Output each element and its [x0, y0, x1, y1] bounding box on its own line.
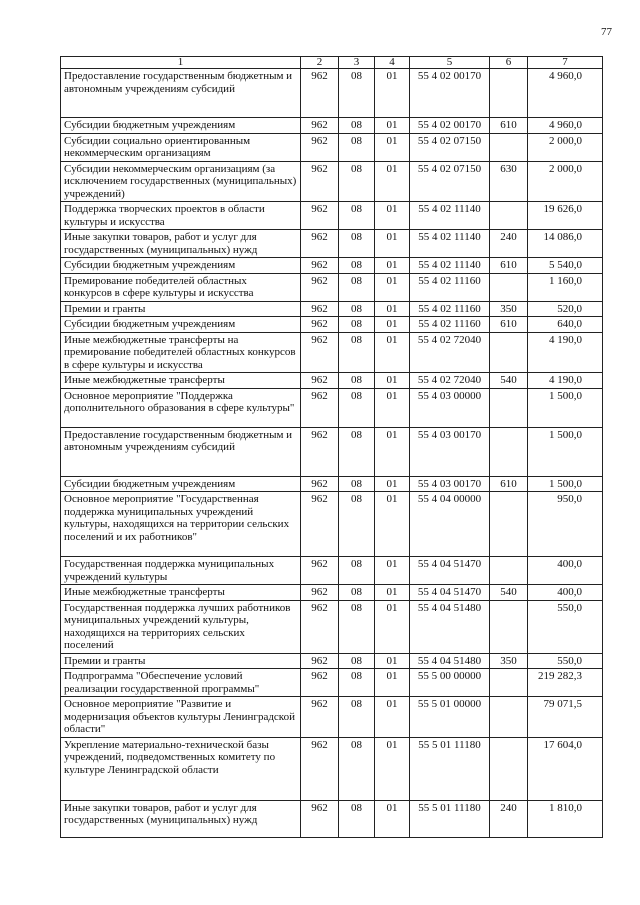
- row-name-cell: Субсидии бюджетным учреждениям: [61, 476, 301, 492]
- row-expense-type-cell: [490, 669, 528, 697]
- row-ved-cell: 962: [301, 476, 339, 492]
- row-name-cell: Субсидии социально ориентированным некоммерческим организациям: [61, 133, 301, 161]
- row-target-article-cell: 55 4 02 00170: [410, 118, 490, 134]
- table-row: [61, 161, 603, 202]
- row-ved-cell: 962: [301, 373, 339, 389]
- row-name-cell: Иные закупки товаров, работ и услуг для государственных (муниципальных) нужд: [61, 230, 301, 258]
- row-ved-cell: 962: [301, 133, 339, 161]
- table-row: [61, 373, 603, 389]
- row-amount-cell: 1 500,0: [528, 388, 603, 427]
- column-header: 7: [528, 57, 603, 69]
- column-header: 6: [490, 57, 528, 69]
- row-ved-cell: 962: [301, 69, 339, 118]
- table-row: [61, 737, 603, 800]
- row-name-cell: Основное мероприятие "Поддержка дополнительного образования в сфере культуры": [61, 388, 301, 427]
- row-ved-cell: 962: [301, 161, 339, 202]
- row-section-cell: 08: [339, 69, 375, 118]
- row-section-cell: 08: [339, 258, 375, 274]
- row-amount-cell: 550,0: [528, 600, 603, 653]
- row-section-cell: 08: [339, 492, 375, 557]
- row-amount-cell: 950,0: [528, 492, 603, 557]
- row-ved-cell: 962: [301, 557, 339, 585]
- row-target-article-cell: 55 4 02 11140: [410, 230, 490, 258]
- row-subsection-cell: 01: [375, 669, 410, 697]
- budget-table: [60, 56, 603, 838]
- row-section-cell: 08: [339, 202, 375, 230]
- row-section-cell: 08: [339, 118, 375, 134]
- row-expense-type-cell: [490, 332, 528, 373]
- row-target-article-cell: 55 5 01 11180: [410, 800, 490, 837]
- row-amount-cell: 640,0: [528, 317, 603, 333]
- row-section-cell: 08: [339, 737, 375, 800]
- row-amount-cell: 1 500,0: [528, 427, 603, 476]
- row-target-article-cell: 55 4 03 00170: [410, 476, 490, 492]
- row-section-cell: 08: [339, 317, 375, 333]
- row-section-cell: 08: [339, 697, 375, 738]
- row-subsection-cell: 01: [375, 332, 410, 373]
- row-subsection-cell: 01: [375, 585, 410, 601]
- table-row: [61, 273, 603, 301]
- row-ved-cell: 962: [301, 737, 339, 800]
- row-target-article-cell: 55 4 04 51480: [410, 600, 490, 653]
- row-target-article-cell: 55 4 02 11160: [410, 317, 490, 333]
- row-section-cell: 08: [339, 557, 375, 585]
- column-header: 4: [375, 57, 410, 69]
- row-amount-cell: 5 540,0: [528, 258, 603, 274]
- row-subsection-cell: 01: [375, 653, 410, 669]
- row-ved-cell: 962: [301, 273, 339, 301]
- row-target-article-cell: 55 4 02 11140: [410, 202, 490, 230]
- row-amount-cell: 4 190,0: [528, 373, 603, 389]
- row-name-cell: Предоставление государственным бюджетным и автономным учреждениям субсидий: [61, 69, 301, 118]
- column-header: 1: [61, 57, 301, 69]
- column-header: 2: [301, 57, 339, 69]
- row-amount-cell: 1 160,0: [528, 273, 603, 301]
- row-ved-cell: 962: [301, 332, 339, 373]
- row-section-cell: 08: [339, 133, 375, 161]
- row-subsection-cell: 01: [375, 373, 410, 389]
- row-ved-cell: 962: [301, 427, 339, 476]
- row-expense-type-cell: 350: [490, 653, 528, 669]
- row-section-cell: 08: [339, 301, 375, 317]
- table-row: [61, 230, 603, 258]
- table-row: [61, 492, 603, 557]
- row-name-cell: Иные закупки товаров, работ и услуг для государственных (муниципальных) нужд: [61, 800, 301, 837]
- row-name-cell: Премии и гранты: [61, 301, 301, 317]
- row-expense-type-cell: [490, 273, 528, 301]
- row-amount-cell: 400,0: [528, 585, 603, 601]
- page-number: 77: [601, 26, 612, 38]
- row-amount-cell: 4 190,0: [528, 332, 603, 373]
- row-subsection-cell: 01: [375, 133, 410, 161]
- row-name-cell: Субсидии бюджетным учреждениям: [61, 317, 301, 333]
- row-name-cell: Государственная поддержка лучших работников муниципальных учреждений культуры, находящихся на территориях сельских поселений: [61, 600, 301, 653]
- row-ved-cell: 962: [301, 492, 339, 557]
- row-target-article-cell: 55 5 01 11180: [410, 737, 490, 800]
- table-row: [61, 202, 603, 230]
- row-name-cell: Иные межбюджетные трансферты: [61, 585, 301, 601]
- row-name-cell: Иные межбюджетные трансферты: [61, 373, 301, 389]
- row-expense-type-cell: 540: [490, 373, 528, 389]
- row-section-cell: 08: [339, 332, 375, 373]
- column-header: 3: [339, 57, 375, 69]
- row-expense-type-cell: 610: [490, 317, 528, 333]
- row-target-article-cell: 55 4 02 00170: [410, 69, 490, 118]
- row-ved-cell: 962: [301, 317, 339, 333]
- row-expense-type-cell: 630: [490, 161, 528, 202]
- table-row: [61, 258, 603, 274]
- row-subsection-cell: 01: [375, 258, 410, 274]
- row-target-article-cell: 55 4 02 11140: [410, 258, 490, 274]
- row-section-cell: 08: [339, 373, 375, 389]
- row-name-cell: Субсидии бюджетным учреждениям: [61, 118, 301, 134]
- row-subsection-cell: 01: [375, 69, 410, 118]
- row-subsection-cell: 01: [375, 230, 410, 258]
- row-ved-cell: 962: [301, 600, 339, 653]
- row-amount-cell: 14 086,0: [528, 230, 603, 258]
- row-expense-type-cell: [490, 697, 528, 738]
- row-name-cell: Основное мероприятие "Развитие и модернизация объектов культуры Ленинградской области": [61, 697, 301, 738]
- row-expense-type-cell: [490, 557, 528, 585]
- row-target-article-cell: 55 4 02 07150: [410, 133, 490, 161]
- row-target-article-cell: 55 5 00 00000: [410, 669, 490, 697]
- row-subsection-cell: 01: [375, 800, 410, 837]
- row-amount-cell: 219 282,3: [528, 669, 603, 697]
- row-expense-type-cell: 610: [490, 476, 528, 492]
- row-amount-cell: 2 000,0: [528, 133, 603, 161]
- row-section-cell: 08: [339, 476, 375, 492]
- row-subsection-cell: 01: [375, 202, 410, 230]
- row-ved-cell: 962: [301, 585, 339, 601]
- row-subsection-cell: 01: [375, 557, 410, 585]
- row-target-article-cell: 55 4 04 51470: [410, 557, 490, 585]
- row-target-article-cell: 55 4 04 00000: [410, 492, 490, 557]
- row-subsection-cell: 01: [375, 492, 410, 557]
- row-amount-cell: 1 500,0: [528, 476, 603, 492]
- row-section-cell: 08: [339, 653, 375, 669]
- row-ved-cell: 962: [301, 697, 339, 738]
- row-expense-type-cell: [490, 202, 528, 230]
- row-target-article-cell: 55 4 03 00000: [410, 388, 490, 427]
- table-row: [61, 427, 603, 476]
- column-header: 5: [410, 57, 490, 69]
- row-target-article-cell: 55 4 02 07150: [410, 161, 490, 202]
- row-section-cell: 08: [339, 388, 375, 427]
- row-subsection-cell: 01: [375, 118, 410, 134]
- row-name-cell: Укрепление материально-технической базы учреждений, подведомственных комитету по культуре Ленинградской области: [61, 737, 301, 800]
- table-row: [61, 133, 603, 161]
- row-section-cell: 08: [339, 600, 375, 653]
- table-row: [61, 332, 603, 373]
- table-row: [61, 800, 603, 837]
- row-target-article-cell: 55 4 02 72040: [410, 373, 490, 389]
- row-name-cell: Премии и гранты: [61, 653, 301, 669]
- row-subsection-cell: 01: [375, 737, 410, 800]
- row-expense-type-cell: [490, 69, 528, 118]
- row-subsection-cell: 01: [375, 161, 410, 202]
- row-expense-type-cell: 610: [490, 118, 528, 134]
- row-subsection-cell: 01: [375, 273, 410, 301]
- row-section-cell: 08: [339, 273, 375, 301]
- table-row: [61, 301, 603, 317]
- row-amount-cell: 4 960,0: [528, 118, 603, 134]
- row-ved-cell: 962: [301, 118, 339, 134]
- row-name-cell: Подпрограмма "Обеспечение условий реализации государственной программы": [61, 669, 301, 697]
- row-ved-cell: 962: [301, 202, 339, 230]
- row-expense-type-cell: [490, 600, 528, 653]
- table-header-row: [61, 57, 603, 69]
- row-subsection-cell: 01: [375, 427, 410, 476]
- row-name-cell: Премирование победителей областных конкурсов в сфере культуры и искусства: [61, 273, 301, 301]
- row-expense-type-cell: [490, 737, 528, 800]
- row-amount-cell: 400,0: [528, 557, 603, 585]
- row-ved-cell: 962: [301, 230, 339, 258]
- row-subsection-cell: 01: [375, 317, 410, 333]
- table-row: [61, 585, 603, 601]
- table-row: [61, 317, 603, 333]
- table-row: [61, 118, 603, 134]
- row-name-cell: Субсидии бюджетным учреждениям: [61, 258, 301, 274]
- row-target-article-cell: 55 4 04 51470: [410, 585, 490, 601]
- table-row: [61, 653, 603, 669]
- row-section-cell: 08: [339, 585, 375, 601]
- row-ved-cell: 962: [301, 669, 339, 697]
- row-target-article-cell: 55 5 01 00000: [410, 697, 490, 738]
- table-row: [61, 557, 603, 585]
- row-name-cell: Основное мероприятие "Государственная поддержка муниципальных учреждений культуры, находящихся на территории сельских поселений и их работников": [61, 492, 301, 557]
- row-section-cell: 08: [339, 800, 375, 837]
- row-expense-type-cell: 350: [490, 301, 528, 317]
- row-section-cell: 08: [339, 427, 375, 476]
- row-name-cell: Субсидии некоммерческим организациям (за исключением государственных (муниципальных) учреждений): [61, 161, 301, 202]
- table-row: [61, 69, 603, 118]
- row-section-cell: 08: [339, 230, 375, 258]
- row-ved-cell: 962: [301, 800, 339, 837]
- row-name-cell: Иные межбюджетные трансферты на премирование победителей областных конкурсов в сфере культуры и искусства: [61, 332, 301, 373]
- row-amount-cell: 4 960,0: [528, 69, 603, 118]
- row-name-cell: Государственная поддержка муниципальных учреждений культуры: [61, 557, 301, 585]
- row-target-article-cell: 55 4 04 51480: [410, 653, 490, 669]
- row-amount-cell: 19 626,0: [528, 202, 603, 230]
- table-row: [61, 669, 603, 697]
- table-row: [61, 600, 603, 653]
- row-ved-cell: 962: [301, 301, 339, 317]
- table-row: [61, 388, 603, 427]
- row-expense-type-cell: 240: [490, 800, 528, 837]
- row-target-article-cell: 55 4 03 00170: [410, 427, 490, 476]
- row-target-article-cell: 55 4 02 72040: [410, 332, 490, 373]
- row-subsection-cell: 01: [375, 697, 410, 738]
- row-section-cell: 08: [339, 161, 375, 202]
- row-target-article-cell: 55 4 02 11160: [410, 301, 490, 317]
- row-target-article-cell: 55 4 02 11160: [410, 273, 490, 301]
- row-ved-cell: 962: [301, 388, 339, 427]
- row-subsection-cell: 01: [375, 476, 410, 492]
- row-name-cell: Поддержка творческих проектов в области культуры и искусства: [61, 202, 301, 230]
- row-section-cell: 08: [339, 669, 375, 697]
- row-expense-type-cell: 240: [490, 230, 528, 258]
- row-ved-cell: 962: [301, 258, 339, 274]
- row-amount-cell: 1 810,0: [528, 800, 603, 837]
- row-amount-cell: 550,0: [528, 653, 603, 669]
- row-subsection-cell: 01: [375, 600, 410, 653]
- row-name-cell: Предоставление государственным бюджетным и автономным учреждениям субсидий: [61, 427, 301, 476]
- row-amount-cell: 79 071,5: [528, 697, 603, 738]
- row-expense-type-cell: 610: [490, 258, 528, 274]
- row-expense-type-cell: 540: [490, 585, 528, 601]
- row-expense-type-cell: [490, 133, 528, 161]
- row-amount-cell: 520,0: [528, 301, 603, 317]
- row-subsection-cell: 01: [375, 301, 410, 317]
- table-row: [61, 476, 603, 492]
- table-row: [61, 697, 603, 738]
- row-amount-cell: 2 000,0: [528, 161, 603, 202]
- row-expense-type-cell: [490, 388, 528, 427]
- row-expense-type-cell: [490, 492, 528, 557]
- row-expense-type-cell: [490, 427, 528, 476]
- row-amount-cell: 17 604,0: [528, 737, 603, 800]
- row-subsection-cell: 01: [375, 388, 410, 427]
- row-ved-cell: 962: [301, 653, 339, 669]
